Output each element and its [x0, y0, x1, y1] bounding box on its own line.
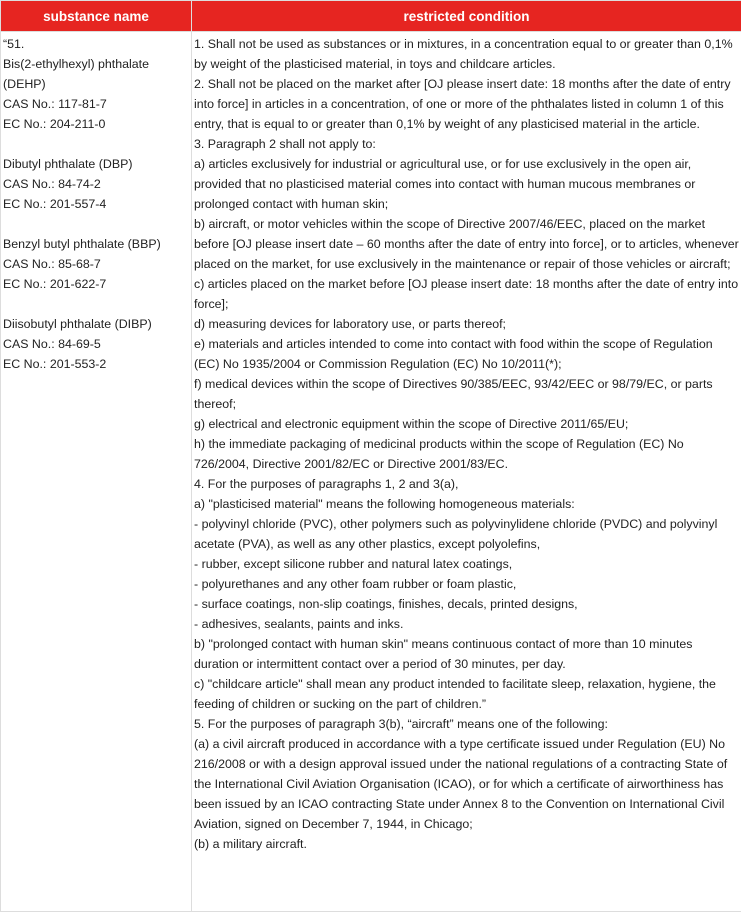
condition-paragraph-1: 1. Shall not be used as substances or in mixtures, in a concentration equal to or greater than 0,1% by weight of the plasticised material, in toys and childcare articles. — [194, 34, 739, 74]
substance-name: Benzyl butyl phthalate (BBP) — [3, 234, 189, 254]
condition-3c: c) articles placed on the market before [OJ please insert date: 18 months after the date of entry into force]; — [194, 274, 739, 314]
entry-number: “51. — [3, 34, 189, 54]
condition-3f: f) medical devices within the scope of Directives 90/385/EEC, 93/42/EEC or 98/79/EC, or parts thereof; — [194, 374, 739, 414]
condition-3h: h) the immediate packaging of medicinal products within the scope of Regulation (EC) No 726/2004, Directive 2001/82/EC or Directive 2001/83/EC. — [194, 434, 739, 474]
header-row — [1, 1, 741, 32]
condition-cell — [192, 32, 741, 912]
ec-number: EC No.: 201-622-7 — [3, 274, 189, 294]
condition-5a: (a) a civil aircraft produced in accordance with a type certificate issued under Regulation (EU) No 216/2008 or with a design approval issued under the national regulations of a contracting State of the International Civil Aviation Organisation (ICAO), or for which a certificate of airworthiness has been issued by an ICAO contracting State under Annex 8 to the Convention on International Civil Aviation, signed on December 7, 1944, in Chicago; — [194, 734, 739, 834]
header-substance-name: substance name — [1, 1, 192, 32]
substance-abbreviation: (DEHP) — [3, 74, 189, 94]
condition-paragraph-2: 2. Shall not be placed on the market after [OJ please insert date: 18 months after the date of entry into force] in articles in a concentration, of one or more of the phthalates listed in column 1 of this entry, that is equal to or greater than 0,1% by weight of any plasticised material in the article. — [194, 74, 739, 134]
condition-4a-polyurethanes: - polyurethanes and any other foam rubber or foam plastic, — [194, 574, 739, 594]
condition-4a-coatings: - surface coatings, non-slip coatings, finishes, decals, printed designs, — [194, 594, 739, 614]
condition-3d: d) measuring devices for laboratory use, or parts thereof; — [194, 314, 739, 334]
substance-entry-bbp — [3, 234, 189, 294]
condition-paragraph-4: 4. For the purposes of paragraphs 1, 2 and 3(a), — [194, 474, 739, 494]
condition-4c: c) "childcare article" shall mean any product intended to facilitate sleep, relaxation, hygiene, the feeding of children or sucking on the part of children.” — [194, 674, 739, 714]
cas-number: CAS No.: 84-74-2 — [3, 174, 189, 194]
condition-paragraph-3: 3. Paragraph 2 shall not apply to: — [194, 134, 739, 154]
header-restricted-condition: restricted condition — [192, 1, 741, 32]
substance-entry-dbp — [3, 154, 189, 214]
substance-name: Diisobutyl phthalate (DIBP) — [3, 314, 189, 334]
condition-3g: g) electrical and electronic equipment within the scope of Directive 2011/65/EU; — [194, 414, 739, 434]
substance-name: Dibutyl phthalate (DBP) — [3, 154, 189, 174]
substance-name: Bis(2-ethylhexyl) phthalate — [3, 54, 189, 74]
condition-paragraph-5: 5. For the purposes of paragraph 3(b), “aircraft” means one of the following: — [194, 714, 739, 734]
condition-3b: b) aircraft, or motor vehicles within the scope of Directive 2007/46/EEC, placed on the market before [OJ please insert date – 60 months after the date of entry into force], or to articles, whenever placed on the market, for use exclusively in the maintenance or repair of those vehicles or aircraft; — [194, 214, 739, 274]
condition-4a: a) "plasticised material" means the following homogeneous materials: — [194, 494, 739, 514]
condition-4a-adhesives: - adhesives, sealants, paints and inks. — [194, 614, 739, 634]
substance-cell — [1, 32, 192, 912]
cas-number: CAS No.: 84-69-5 — [3, 334, 189, 354]
condition-4b: b) "prolonged contact with human skin" means continuous contact of more than 10 minutes duration or intermittent contact over a period of 30 minutes, per day. — [194, 634, 739, 674]
condition-4a-pvc: - polyvinyl chloride (PVC), other polymers such as polyvinylidene chloride (PVDC) and polyvinyl acetate (PVA), as well as any other plastics, except polyolefins, — [194, 514, 739, 554]
cas-number: CAS No.: 117-81-7 — [3, 94, 189, 114]
ec-number: EC No.: 201-557-4 — [3, 194, 189, 214]
condition-5b: (b) a military aircraft. — [194, 834, 739, 854]
condition-3a: a) articles exclusively for industrial or agricultural use, or for use exclusively in the open air, provided that no plasticised material comes into contact with human mucous membranes or prolonged contact with human skin; — [194, 154, 739, 214]
cas-number: CAS No.: 85-68-7 — [3, 254, 189, 274]
substance-entry-dehp — [3, 34, 189, 134]
condition-4a-rubber: - rubber, except silicone rubber and natural latex coatings, — [194, 554, 739, 574]
ec-number: EC No.: 204-211-0 — [3, 114, 189, 134]
condition-3e: e) materials and articles intended to come into contact with food within the scope of Regulation (EC) No 1935/2004 or Commission Regulation (EC) No 10/2011(*); — [194, 334, 739, 374]
ec-number: EC No.: 201-553-2 — [3, 354, 189, 374]
substance-entry-dibp — [3, 314, 189, 374]
table-row — [1, 32, 741, 912]
